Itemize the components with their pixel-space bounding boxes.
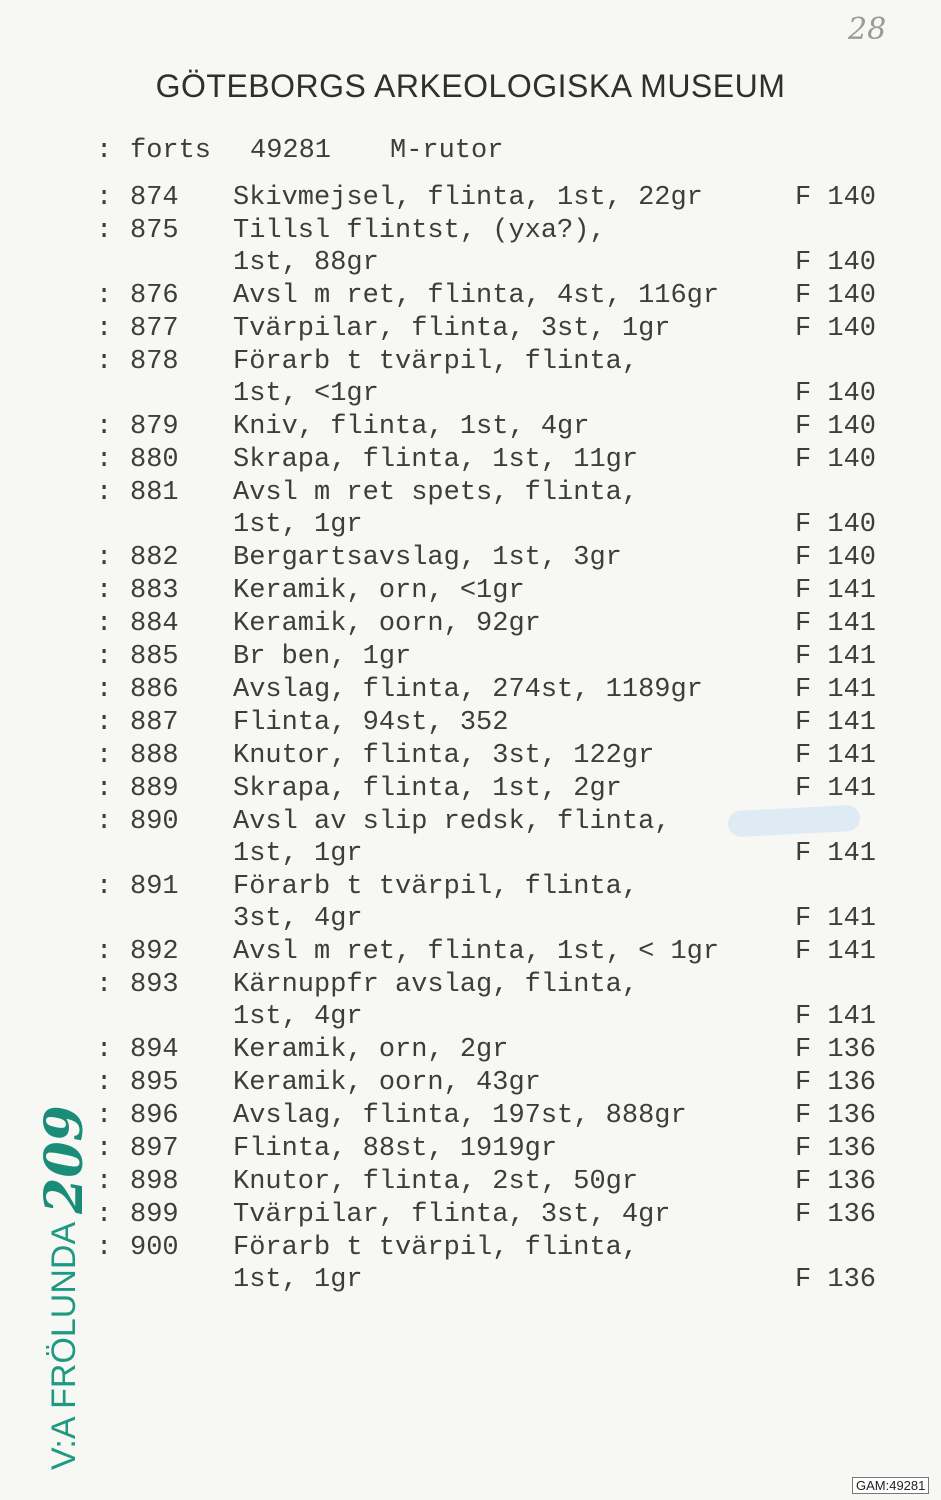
entry-location: F 141 — [795, 904, 877, 934]
entry-number: 888 — [130, 741, 179, 771]
entry-description: Br ben, 1gr — [233, 642, 412, 672]
catalog-entry — [0, 608, 941, 641]
entry-description: Tvärpilar, flinta, 3st, 1gr — [233, 314, 671, 344]
entry-colon: : — [96, 1035, 113, 1065]
entry-description: Tillsl flintst, (yxa?), 1st, 88gr — [233, 216, 606, 278]
site-stamp — [33, 1050, 95, 1470]
entry-description: Knutor, flinta, 2st, 50gr — [233, 1167, 639, 1197]
entry-colon: : — [96, 675, 113, 705]
entry-number: 889 — [130, 774, 179, 804]
entry-number: 899 — [130, 1200, 179, 1230]
continuation-colon: : — [96, 136, 113, 166]
entry-location: F 140 — [795, 281, 877, 311]
entry-location: F 141 — [795, 576, 877, 606]
catalog-entry — [0, 871, 941, 936]
entry-description: Skrapa, flinta, 1st, 11gr — [233, 445, 639, 475]
entry-location: F 141 — [795, 708, 877, 738]
entry-location: F 136 — [795, 1134, 877, 1164]
entry-location: F 136 — [795, 1035, 877, 1065]
entry-description: Avslag, flinta, 197st, 888gr — [233, 1101, 687, 1131]
entry-number: 895 — [130, 1068, 179, 1098]
catalog-entry — [0, 936, 941, 969]
entry-number: 892 — [130, 937, 179, 967]
entry-colon: : — [96, 642, 113, 672]
entry-number: 898 — [130, 1167, 179, 1197]
entry-description: Avslag, flinta, 274st, 1189gr — [233, 675, 703, 705]
entry-colon: : — [96, 741, 113, 771]
entry-location: F 136 — [795, 1200, 877, 1230]
entry-colon: : — [96, 1167, 113, 1197]
entry-number: 883 — [130, 576, 179, 606]
entry-number: 894 — [130, 1035, 179, 1065]
entry-colon: : — [96, 807, 113, 837]
entry-number: 897 — [130, 1134, 179, 1164]
entry-number: 900 — [130, 1233, 179, 1263]
entry-location: F 140 — [795, 183, 877, 213]
entry-colon: : — [96, 937, 113, 967]
entry-colon: : — [96, 412, 113, 442]
entry-number: 885 — [130, 642, 179, 672]
entry-location: F 140 — [795, 379, 877, 409]
entry-number: 887 — [130, 708, 179, 738]
entry-colon: : — [96, 708, 113, 738]
catalog-entry — [0, 1100, 941, 1133]
entry-number: 876 — [130, 281, 179, 311]
entry-colon: : — [96, 543, 113, 573]
entry-colon: : — [96, 1068, 113, 1098]
entry-number: 890 — [130, 807, 179, 837]
entry-location: F 136 — [795, 1068, 877, 1098]
catalog-entry — [0, 674, 941, 707]
entry-number: 891 — [130, 872, 179, 902]
entry-colon: : — [96, 872, 113, 902]
entry-description: Avsl m ret, flinta, 1st, < 1gr — [233, 937, 720, 967]
entry-description: Skivmejsel, flinta, 1st, 22gr — [233, 183, 703, 213]
entry-description: Keramik, orn, 2gr — [233, 1035, 509, 1065]
catalog-entry — [0, 182, 941, 215]
entry-colon: : — [96, 1134, 113, 1164]
catalog-entry — [0, 477, 941, 542]
entry-location: F 141 — [795, 1002, 877, 1032]
entry-number: 879 — [130, 412, 179, 442]
catalog-entry — [0, 773, 941, 806]
catalog-entry — [0, 1232, 941, 1297]
entry-number: 886 — [130, 675, 179, 705]
entry-colon: : — [96, 1101, 113, 1131]
entry-colon: : — [96, 216, 113, 246]
entry-description: Bergartsavslag, 1st, 3gr — [233, 543, 622, 573]
entry-number: 875 — [130, 216, 179, 246]
catalog-entry — [0, 1133, 941, 1166]
entry-location: F 140 — [795, 543, 877, 573]
catalog-entry — [0, 969, 941, 1034]
entry-colon: : — [96, 774, 113, 804]
entry-description: Kniv, flinta, 1st, 4gr — [233, 412, 590, 442]
catalog-entry — [0, 1067, 941, 1100]
entry-location: F 141 — [795, 609, 877, 639]
entry-description: Keramik, oorn, 92gr — [233, 609, 541, 639]
entry-colon: : — [96, 576, 113, 606]
entry-colon: : — [96, 970, 113, 1000]
entry-list — [0, 182, 941, 1297]
catalog-entry — [0, 1199, 941, 1232]
entry-description: Skrapa, flinta, 1st, 2gr — [233, 774, 622, 804]
entry-colon: : — [96, 609, 113, 639]
entry-number: 877 — [130, 314, 179, 344]
entry-colon: : — [96, 347, 113, 377]
entry-description: Keramik, orn, <1gr — [233, 576, 525, 606]
entry-number: 884 — [130, 609, 179, 639]
entry-colon: : — [96, 478, 113, 508]
entry-location: F 141 — [795, 675, 877, 705]
continuation-label: forts — [130, 136, 212, 166]
entry-number: 880 — [130, 445, 179, 475]
entry-location: F 141 — [795, 839, 877, 869]
entry-colon: : — [96, 1200, 113, 1230]
catalog-entry — [0, 1034, 941, 1067]
entry-location: F 136 — [795, 1265, 877, 1295]
entry-number: 878 — [130, 347, 179, 377]
entry-location: F 141 — [795, 937, 877, 967]
catalog-entry — [0, 411, 941, 444]
entry-description: Flinta, 88st, 1919gr — [233, 1134, 558, 1164]
square-note: M-rutor — [390, 136, 504, 166]
entry-description: Avsl m ret, flinta, 4st, 116gr — [233, 281, 720, 311]
catalog-entry — [0, 641, 941, 674]
entry-location: F 140 — [795, 510, 877, 540]
entry-location: F 141 — [795, 741, 877, 771]
catalog-entry — [0, 346, 941, 411]
catalog-entry — [0, 1166, 941, 1199]
entry-colon: : — [96, 183, 113, 213]
entry-colon: : — [96, 281, 113, 311]
entry-location: F 136 — [795, 1101, 877, 1131]
entry-number: 896 — [130, 1101, 179, 1131]
entry-colon: : — [96, 1233, 113, 1263]
entry-location: F 136 — [795, 1167, 877, 1197]
find-number: 49281 — [250, 136, 332, 166]
catalog-entry — [0, 313, 941, 346]
entry-location: F 141 — [795, 642, 877, 672]
entry-colon: : — [96, 314, 113, 344]
catalog-entry — [0, 215, 941, 280]
entry-number: 881 — [130, 478, 179, 508]
catalog-entry — [0, 740, 941, 773]
entry-description: Förarb t tvärpil, flinta, 3st, 4gr — [233, 872, 639, 934]
catalog-entry — [0, 280, 941, 313]
entry-description: Förarb t tvärpil, flinta, 1st, 1gr — [233, 1233, 639, 1295]
entry-description: Avsl m ret spets, flinta, 1st, 1gr — [233, 478, 639, 540]
entry-description: Avsl av slip redsk, flinta, 1st, 1gr — [233, 807, 671, 869]
entry-description: Knutor, flinta, 3st, 122gr — [233, 741, 655, 771]
entry-description: Keramik, oorn, 43gr — [233, 1068, 541, 1098]
entry-location: F 140 — [795, 445, 877, 475]
entry-description: Tvärpilar, flinta, 3st, 4gr — [233, 1200, 671, 1230]
entry-location: F 140 — [795, 412, 877, 442]
catalog-entry — [0, 575, 941, 608]
site-stamp-text: V:A FRÖLUNDA — [44, 1221, 83, 1470]
entry-description: Kärnuppfr avslag, flinta, 1st, 4gr — [233, 970, 639, 1032]
catalog-entry — [0, 542, 941, 575]
entry-location: F 140 — [795, 314, 877, 344]
entry-location: F 141 — [795, 774, 877, 804]
handwritten-page-number: 28 — [848, 12, 887, 47]
handwritten-site-number: 209 — [33, 1105, 95, 1214]
entry-number: 893 — [130, 970, 179, 1000]
entry-location: F 140 — [795, 248, 877, 278]
museum-title: GÖTEBORGS ARKEOLOGISKA MUSEUM — [155, 68, 786, 104]
entry-colon: : — [96, 445, 113, 475]
entry-number: 882 — [130, 543, 179, 573]
catalog-entry — [0, 444, 941, 477]
entry-description: Flinta, 94st, 352 — [233, 708, 509, 738]
entry-description: Förarb t tvärpil, flinta, 1st, <1gr — [233, 347, 639, 409]
catalog-id-label: GAM:49281 — [852, 1477, 929, 1494]
entry-number: 874 — [130, 183, 179, 213]
catalog-entry — [0, 707, 941, 740]
